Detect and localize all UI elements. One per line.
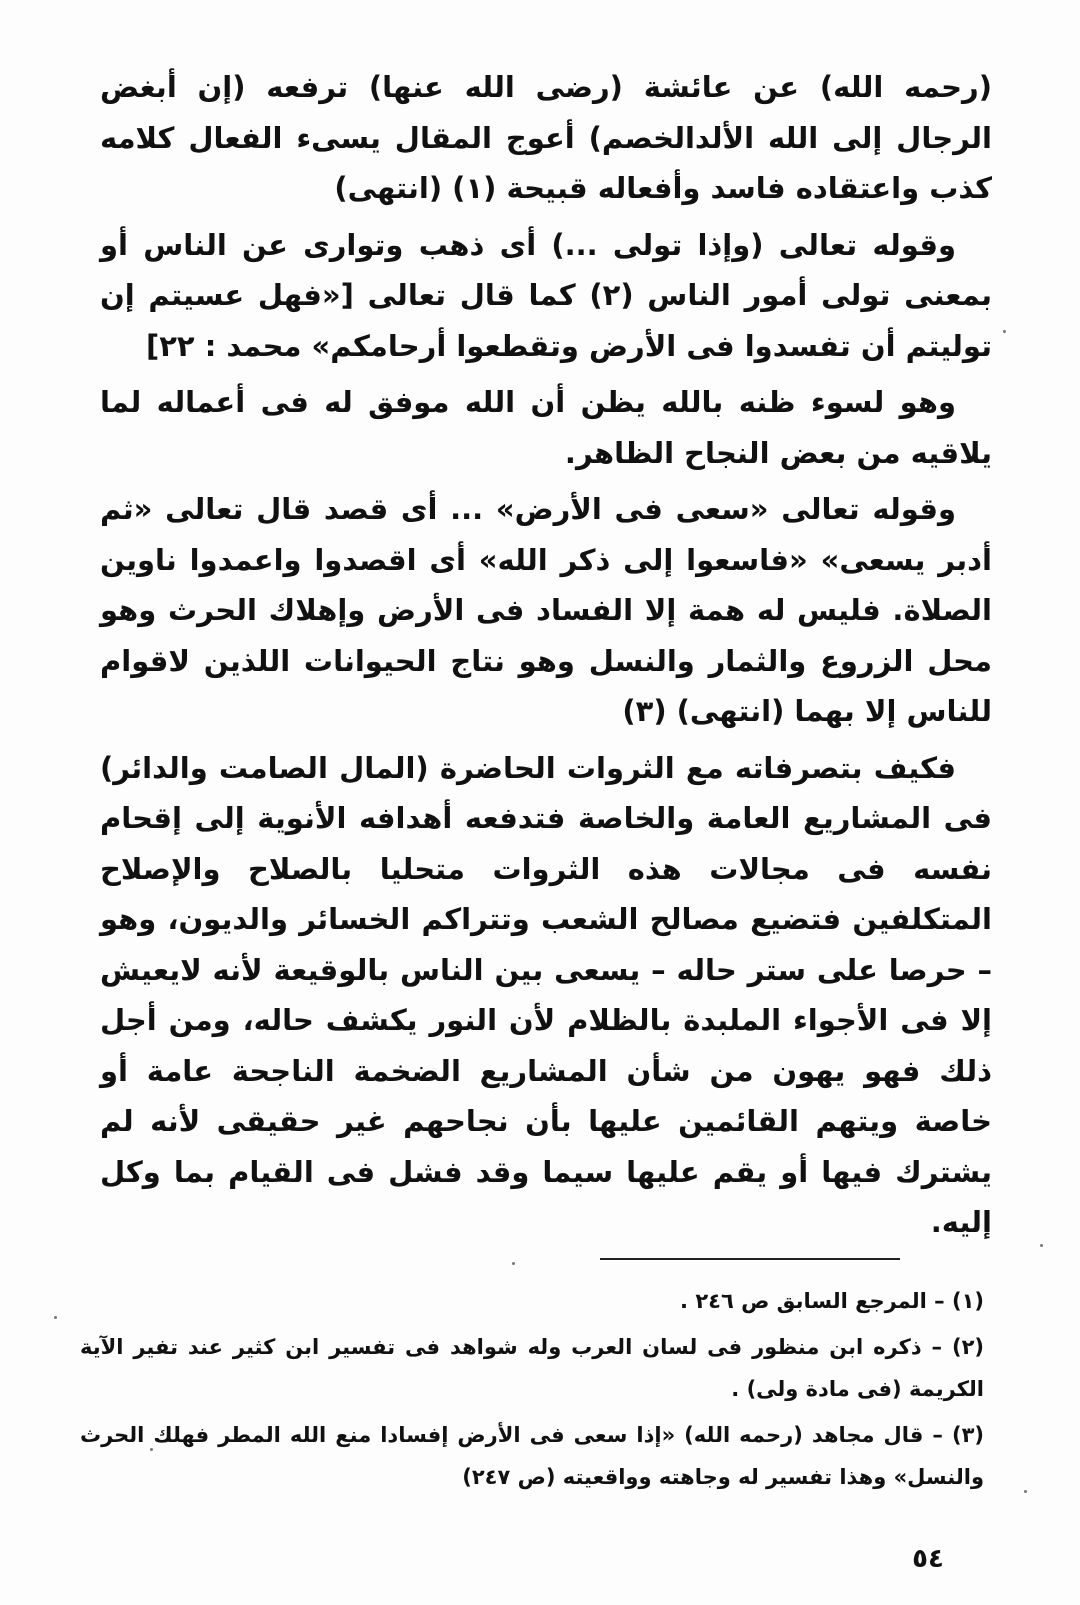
main-text [100,62,992,1254]
footnote-3: (٣) – قال مجاهد (رحمه الله) «إذا سعى فى الأرض إفسادا منع الله المطر فهلك الحرث والنسل» وهذا تفسير له وجاهته وواقعيته (ص ٢٤٧) [80,1423,984,1489]
footnote-1: (١) – المرجع السابق ص ٢٤٦ . [680,1289,984,1313]
footnotes [80,1280,984,1502]
scan-speck [54,1316,57,1319]
paragraph-3: وهو لسوء ظنه بالله يظن أن الله موفق له فى أعماله لما يلاقيه من بعض النجاح الظاهر. [100,385,992,470]
scan-speck [1040,1244,1043,1247]
scan-speck [1024,1490,1027,1493]
scan-speck [1003,330,1006,333]
paragraph-5: فكيف بتصرفاته مع الثروات الحاضرة (المال الصامت والدائر) فى المشاريع العامة والخاصة فتدفعه أهدافه الأنوية إلى إقحام نفسه فى مجالات هذه الثروات متحليا بالصلاح والإصلاح المتكلفين فتضيع مصالح الشعب وتتراكم الخسائر والديون، وهو – حرصا على ستر حاله – يسعى بين الناس بالوقيعة لأنه لايعيش إلا فى الأجواء الملبدة بالظلام لأن النور يكشف حاله، ومن أجل ذلك فهو يهون من شأن المشاريع الضخمة الناجحة عامة أو خاصة ويتهم القائمين عليها بأن نجاحهم غير حقيقى لأنه لم يشترك فيها أو يقم عليها سيما وقد فشل فى القيام بما وكل إليه. [100,750,992,1239]
scan-speck [150,1448,153,1451]
scan-speck [512,1262,515,1265]
page-number: ٥٤ [912,1544,944,1574]
paragraph-1: (رحمه الله) عن عائشة (رضى الله عنها) ترفعه (إن أبغض الرجال إلى الله الألدالخصم) أعوج المقال يسىء الفعال كلامه كذب واعتقاده فاسد وأفعاله قبيحة (١) (انتهى) [100,70,992,205]
paragraph-4: وقوله تعالى «سعى فى الأرض» ... أى قصد قال تعالى «ثم أدبر يسعى» «فاسعوا إلى ذكر الله» أى اقصدوا واعمدوا ناوين الصلاة. فليس له همة إلا الفساد فى الأرض وإهلاك الحرث وهو محل الزروع والثمار والنسل وهو نتاج الحيوانات اللذين لاقوام للناس إلا بهما (انتهى) (٣) [100,492,992,728]
paragraph-2: وقوله تعالى (وإذا تولى ...) أى ذهب وتوارى عن الناس أو بمعنى تولى أمور الناس (٢) كما قال تعالى [«فهل عسيتم إن توليتم أن تفسدوا فى الأرض وتقطعوا أرحامكم» محمد : ٢٢] [100,227,992,363]
footnote-2: (٢) – ذكره ابن منظور فى لسان العرب وله شواهد فى تفسير ابن كثير عند تفير الآية الكريمة (فى مادة ولى) . [80,1335,984,1401]
footnote-separator [600,1258,900,1260]
